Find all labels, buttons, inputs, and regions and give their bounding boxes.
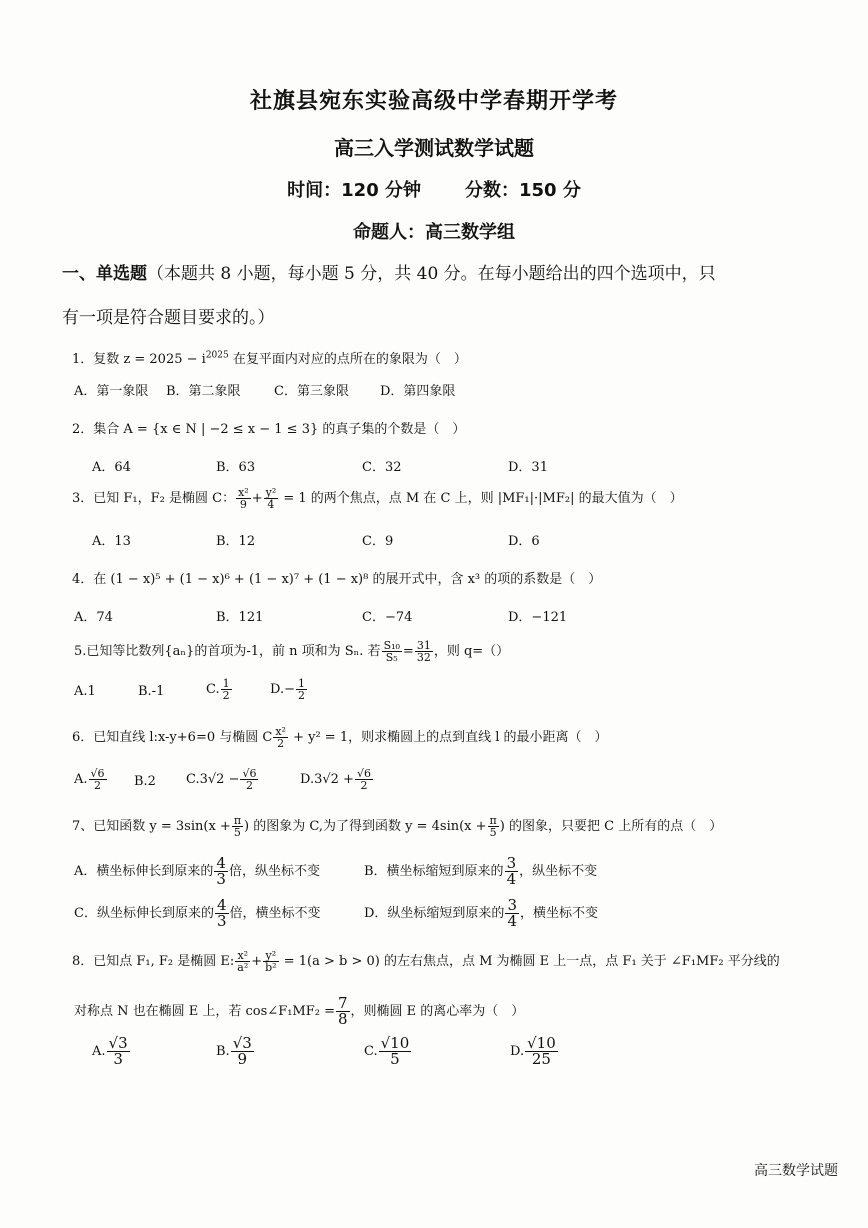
q1-sup: 2025 bbox=[205, 350, 229, 361]
exam-title: 高三入学测试数学试题 bbox=[334, 136, 534, 160]
q8-stem-a: 8．已知点 F₁, F₂ 是椭圆 E: bbox=[72, 954, 235, 969]
q5-frac-s: $\frac{\text{S₁₀}}{\text{S₅}}$ bbox=[383, 639, 400, 664]
section-desc-2: 有一项是符合题目要求的。） bbox=[62, 308, 275, 328]
q8-option-d[interactable]: D. $\frac{√10}{25}$ bbox=[510, 1034, 556, 1068]
q8-option-b[interactable]: B. $\frac{√3}{9}$ bbox=[216, 1034, 252, 1068]
q8-stem-c: 对称点 N 也在椭圆 E 上，若 cos∠F₁MF₂ = bbox=[74, 1004, 335, 1019]
question-8-line-2: 对称点 N 也在椭圆 E 上，若 cos∠F₁MF₂ = $\frac{7}{8}$ ，则椭圆 E 的离心率为（ ） bbox=[74, 994, 525, 1028]
q4-option-b[interactable]: B．121 bbox=[216, 610, 264, 625]
q2-option-c[interactable]: C．32 bbox=[362, 460, 402, 475]
q1-option-b[interactable]: B．第二象限 bbox=[166, 384, 241, 399]
q1-stem-2: 在复平面内对应的点所在的象限为（ ） bbox=[228, 352, 467, 367]
q1-option-c[interactable]: C．第三象限 bbox=[274, 384, 349, 399]
q5-option-b[interactable]: B.-1 bbox=[138, 684, 165, 699]
q3-option-a[interactable]: A．13 bbox=[92, 534, 131, 549]
q4-option-c[interactable]: C．−74 bbox=[362, 610, 413, 625]
question-2: 2．集合 A = {x ∈ N | −2 ≤ x − 1 ≤ 3} 的真子集的个数是（ ） bbox=[72, 422, 466, 437]
q4-option-a[interactable]: A．74 bbox=[74, 610, 113, 625]
q7-stem-a: 7、已知函数 y = 3sin(x + bbox=[72, 819, 231, 834]
q1-stem: 1．复数 z = 2025 − i bbox=[72, 352, 206, 367]
section-heading bbox=[62, 266, 716, 283]
question-1 bbox=[72, 348, 467, 367]
question-8: 8．已知点 F₁, F₂ 是椭圆 E: $\frac{\text{x²}}{\text{a²}}$ + $\frac{\text{y²}}{\text{b²}}$ = 1(a > b > 0) 的左右焦点，点 M 为椭圆 E 上一点，点 F₁ 关于 ∠F₁MF₂ 平分线的 bbox=[72, 949, 780, 974]
q7-stem-c: ) 的图象，只要把 C 上所有的点（ ） bbox=[499, 819, 723, 834]
q5-option-a[interactable]: A.1 bbox=[74, 684, 96, 699]
q8-stem-b: = 1(a > b > 0) 的左右焦点，点 M 为椭圆 E 上一点，点 F₁ 关于 ∠F₁MF₂ 平分线的 bbox=[279, 954, 780, 969]
q3-frac-y: $\frac{\text{y²}}{4}$ bbox=[265, 486, 277, 511]
q1-option-a[interactable]: A．第一象限 bbox=[74, 384, 149, 399]
q5-frac-val: $\frac{31}{32}$ bbox=[416, 639, 431, 664]
q6-stem-b: + y² = 1，则求椭圆上的点到直线 l 的最小距离（ ） bbox=[288, 730, 608, 745]
q7-option-b[interactable]: B．横坐标缩短到原来的 $\frac{3}{4}$ ，纵坐标不变 bbox=[364, 854, 598, 888]
q3-option-d[interactable]: D．6 bbox=[508, 534, 540, 549]
q6-option-c[interactable]: C.3√2 − $\frac{√6}{2}$ bbox=[186, 767, 257, 792]
q2-option-d[interactable]: D．31 bbox=[508, 460, 548, 475]
section-desc-1: （本题共 8 小题，每小题 5 分，共 40 分。在每小题给出的四个选项中，只 bbox=[147, 264, 716, 284]
q5-stem-a: 5.已知等比数列{aₙ}的首项为-1，前 n 项和为 Sₙ. 若 bbox=[74, 644, 381, 659]
q4-option-d[interactable]: D．−121 bbox=[508, 610, 568, 625]
q6-frac: $\frac{\text{x²}}{2}$ bbox=[275, 725, 286, 750]
page-footer: 高三数学试题 bbox=[754, 1163, 838, 1179]
exam-score: 分数：150 分 bbox=[465, 180, 581, 201]
exam-time: 时间：120 分钟 bbox=[287, 180, 421, 201]
q7-option-c[interactable]: C．纵坐标伸长到原来的 $\frac{4}{3}$ 倍，横坐标不变 bbox=[74, 896, 321, 930]
q7-stem-b: ) 的图象为 C,为了得到函数 y = 4sin(x + bbox=[244, 819, 487, 834]
question-6 bbox=[72, 726, 608, 749]
q2-option-b[interactable]: B．63 bbox=[216, 460, 256, 475]
q3-option-c[interactable]: C．9 bbox=[362, 534, 394, 549]
q6-option-d[interactable]: D.3√2 + $\frac{√6}{2}$ bbox=[300, 767, 371, 792]
q3-stem-b: = 1 的两个焦点，点 M 在 C 上，则 |MF₁|·|MF₂| 的最大值为（ ） bbox=[279, 491, 683, 506]
question-5: 5.已知等比数列{aₙ}的首项为-1，前 n 项和为 Sₙ. 若 $\frac{\text{S₁₀}}{\text{S₅}}$ = $\frac{31}{32}$ ，则 q=（） bbox=[74, 639, 510, 664]
q3-stem-a: 3．已知 F₁，F₂ 是椭圆 C： bbox=[72, 491, 236, 506]
question-4: 4．在 (1 − x)⁵ + (1 − x)⁶ + (1 − x)⁷ + (1 − x)⁸ 的展开式中，含 x³ 的项的系数是（ ） bbox=[72, 572, 602, 587]
q8-option-a[interactable]: A. $\frac{√3}{3}$ bbox=[92, 1034, 128, 1068]
exam-meta bbox=[0, 176, 868, 202]
q5-option-c[interactable]: C. $\frac{1}{2}$ bbox=[206, 677, 230, 702]
q5-stem-b: ，则 q=（） bbox=[433, 644, 510, 659]
q6-option-a[interactable]: A. $\frac{√6}{2}$ bbox=[74, 767, 105, 792]
school-title: 社旗县宛东实验高级中学春期开学考 bbox=[249, 89, 618, 114]
q7-option-d[interactable]: D．纵坐标缩短到原来的 $\frac{3}{4}$ ，横坐标不变 bbox=[364, 896, 598, 930]
question-7: 7、已知函数 y = 3sin(x + $\frac{\pi}{5}$ ) 的图象为 C,为了得到函数 y = 4sin(x + $\frac{\pi}{5}$ ) 的图象，只要把 C 上所有的点（ ） bbox=[72, 814, 723, 839]
q2-option-a[interactable]: A．64 bbox=[92, 460, 131, 475]
q1-option-d[interactable]: D．第四象限 bbox=[380, 384, 456, 399]
section-title: 一、单选题 bbox=[62, 264, 147, 284]
q5-option-d[interactable]: D.− $\frac{1}{2}$ bbox=[270, 677, 305, 702]
q3-frac-x: $\frac{\text{x²}}{9}$ bbox=[238, 486, 249, 511]
q8-stem-d: ，则椭圆 E 的离心率为（ ） bbox=[350, 1004, 525, 1019]
exam-author: 命题人：高三数学组 bbox=[353, 222, 515, 243]
q6-stem-a: 6．已知直线 l:x-y+6=0 与椭圆 C bbox=[72, 730, 273, 745]
q6-option-b[interactable]: B.2 bbox=[134, 774, 156, 789]
q3-option-b[interactable]: B．12 bbox=[216, 534, 256, 549]
q7-option-a[interactable]: A．横坐标伸长到原来的 $\frac{4}{3}$ 倍，纵坐标不变 bbox=[74, 854, 320, 888]
q8-option-c[interactable]: C. $\frac{√10}{5}$ bbox=[364, 1034, 410, 1068]
question-3: 3．已知 F₁，F₂ 是椭圆 C： $\frac{\text{x²}}{9}$ + $\frac{\text{y²}}{4}$ = 1 的两个焦点，点 M 在 C 上，则 |MF₁|·|MF₂| 的最大值为（ ） bbox=[72, 486, 683, 511]
